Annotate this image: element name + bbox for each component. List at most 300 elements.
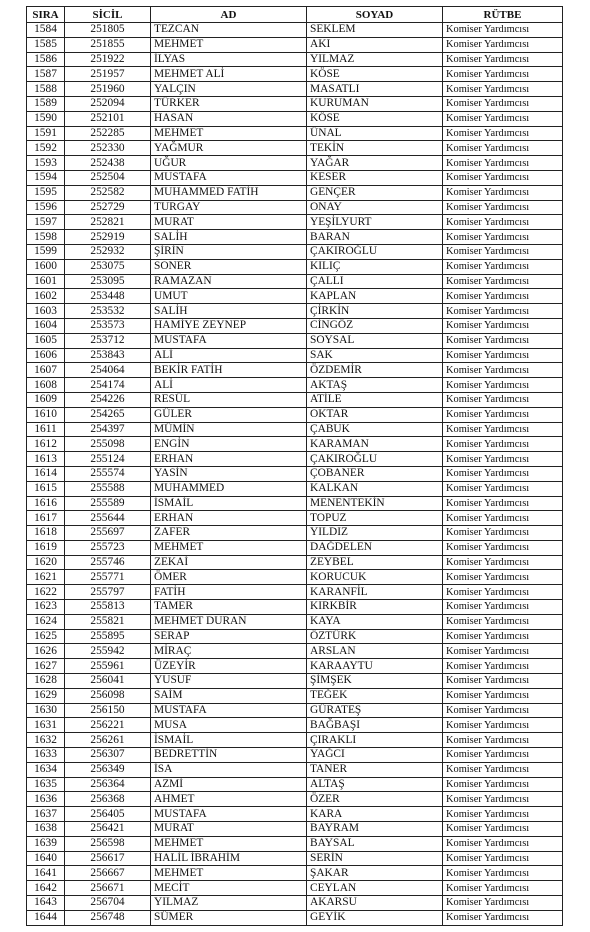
table-row xyxy=(27,733,563,748)
cell-rutbe: Komiser Yardımcısı xyxy=(443,170,563,185)
cell-sicil: 252504 xyxy=(65,170,151,185)
cell-sira: 1588 xyxy=(27,82,65,97)
cell-sira: 1614 xyxy=(27,466,65,481)
cell-soyad: YAĞAR xyxy=(307,156,443,171)
cell-rutbe: Komiser Yardımcısı xyxy=(443,866,563,881)
cell-sira: 1606 xyxy=(27,348,65,363)
cell-ad: YALÇIN xyxy=(151,82,307,97)
cell-rutbe: Komiser Yardımcısı xyxy=(443,659,563,674)
table-row xyxy=(27,111,563,126)
cell-sira: 1594 xyxy=(27,170,65,185)
cell-rutbe: Komiser Yardımcısı xyxy=(443,718,563,733)
cell-rutbe: Komiser Yardımcısı xyxy=(443,496,563,511)
cell-sira: 1591 xyxy=(27,126,65,141)
cell-sicil: 256421 xyxy=(65,822,151,837)
cell-rutbe: Komiser Yardımcısı xyxy=(443,570,563,585)
cell-ad: BEKİR FATİH xyxy=(151,363,307,378)
cell-sira: 1600 xyxy=(27,259,65,274)
cell-sira: 1595 xyxy=(27,185,65,200)
cell-sicil: 255723 xyxy=(65,540,151,555)
cell-rutbe: Komiser Yardımcısı xyxy=(443,230,563,245)
cell-sicil: 254226 xyxy=(65,392,151,407)
cell-ad: HAMİYE ZEYNEP xyxy=(151,318,307,333)
cell-ad: ŞİRİN xyxy=(151,244,307,259)
cell-soyad: DAĞDELEN xyxy=(307,540,443,555)
cell-sicil: 255821 xyxy=(65,614,151,629)
cell-sira: 1620 xyxy=(27,555,65,570)
cell-rutbe: Komiser Yardımcısı xyxy=(443,614,563,629)
cell-soyad: KAPLAN xyxy=(307,289,443,304)
cell-sicil: 254397 xyxy=(65,422,151,437)
cell-sicil: 256221 xyxy=(65,718,151,733)
cell-ad: MUHAMMED FATİH xyxy=(151,185,307,200)
cell-sira: 1622 xyxy=(27,585,65,600)
table-header xyxy=(27,7,563,23)
cell-sira: 1618 xyxy=(27,526,65,541)
table-row xyxy=(27,718,563,733)
cell-soyad: BAYSAL xyxy=(307,836,443,851)
cell-soyad: YAĞCI xyxy=(307,748,443,763)
table-row xyxy=(27,481,563,496)
cell-soyad: GEYİK xyxy=(307,910,443,925)
table-row xyxy=(27,185,563,200)
table-row xyxy=(27,363,563,378)
cell-soyad: MASATLI xyxy=(307,82,443,97)
cell-sicil: 254265 xyxy=(65,407,151,422)
cell-soyad: YILDIZ xyxy=(307,526,443,541)
table-row xyxy=(27,866,563,881)
cell-sicil: 255771 xyxy=(65,570,151,585)
cell-sicil: 252729 xyxy=(65,200,151,215)
cell-soyad: AKI xyxy=(307,37,443,52)
cell-ad: İSA xyxy=(151,762,307,777)
cell-sicil: 256364 xyxy=(65,777,151,792)
cell-sicil: 253532 xyxy=(65,304,151,319)
cell-sira: 1632 xyxy=(27,733,65,748)
cell-rutbe: Komiser Yardımcısı xyxy=(443,185,563,200)
cell-sicil: 252094 xyxy=(65,96,151,111)
table-row xyxy=(27,496,563,511)
cell-sira: 1638 xyxy=(27,822,65,837)
cell-sira: 1610 xyxy=(27,407,65,422)
cell-sicil: 256598 xyxy=(65,836,151,851)
cell-sicil: 255124 xyxy=(65,452,151,467)
table-row xyxy=(27,407,563,422)
cell-sicil: 255961 xyxy=(65,659,151,674)
cell-ad: SERAP xyxy=(151,629,307,644)
cell-ad: TAMER xyxy=(151,600,307,615)
cell-ad: TÜRKER xyxy=(151,96,307,111)
table-row xyxy=(27,82,563,97)
cell-sira: 1602 xyxy=(27,289,65,304)
cell-sicil: 251957 xyxy=(65,67,151,82)
cell-sira: 1608 xyxy=(27,378,65,393)
cell-ad: MEHMET xyxy=(151,836,307,851)
cell-sira: 1640 xyxy=(27,851,65,866)
cell-sicil: 255098 xyxy=(65,437,151,452)
cell-ad: MUSA xyxy=(151,718,307,733)
cell-rutbe: Komiser Yardımcısı xyxy=(443,348,563,363)
cell-ad: MEHMET xyxy=(151,540,307,555)
cell-ad: YILMAZ xyxy=(151,896,307,911)
cell-soyad: KARAAYTU xyxy=(307,659,443,674)
cell-sira: 1621 xyxy=(27,570,65,585)
cell-rutbe: Komiser Yardımcısı xyxy=(443,807,563,822)
cell-rutbe: Komiser Yardımcısı xyxy=(443,777,563,792)
cell-rutbe: Komiser Yardımcısı xyxy=(443,748,563,763)
cell-soyad: TANER xyxy=(307,762,443,777)
cell-sicil: 256368 xyxy=(65,792,151,807)
cell-sira: 1643 xyxy=(27,896,65,911)
cell-soyad: ONAY xyxy=(307,200,443,215)
cell-ad: MEHMET DURAN xyxy=(151,614,307,629)
cell-sira: 1636 xyxy=(27,792,65,807)
cell-soyad: AKARSU xyxy=(307,896,443,911)
cell-rutbe: Komiser Yardımcısı xyxy=(443,52,563,67)
cell-ad: MUHAMMED xyxy=(151,481,307,496)
cell-ad: YUSUF xyxy=(151,674,307,689)
table-row xyxy=(27,688,563,703)
table-row xyxy=(27,170,563,185)
cell-rutbe: Komiser Yardımcısı xyxy=(443,910,563,925)
cell-ad: SALİH xyxy=(151,304,307,319)
cell-ad: ERHAN xyxy=(151,452,307,467)
cell-soyad: ARSLAN xyxy=(307,644,443,659)
cell-sira: 1626 xyxy=(27,644,65,659)
cell-soyad: ZEYBEL xyxy=(307,555,443,570)
cell-ad: BEDRETTİN xyxy=(151,748,307,763)
cell-soyad: BARAN xyxy=(307,230,443,245)
cell-rutbe: Komiser Yardımcısı xyxy=(443,111,563,126)
cell-sira: 1587 xyxy=(27,67,65,82)
cell-rutbe: Komiser Yardımcısı xyxy=(443,23,563,38)
cell-sira: 1596 xyxy=(27,200,65,215)
header-sira: SIRA xyxy=(27,7,65,23)
table-row xyxy=(27,792,563,807)
cell-rutbe: Komiser Yardımcısı xyxy=(443,67,563,82)
cell-soyad: KÖSE xyxy=(307,111,443,126)
table-row xyxy=(27,23,563,38)
cell-sicil: 251922 xyxy=(65,52,151,67)
cell-sira: 1616 xyxy=(27,496,65,511)
cell-ad: MEHMET ALİ xyxy=(151,67,307,82)
cell-sicil: 256667 xyxy=(65,866,151,881)
cell-sira: 1629 xyxy=(27,688,65,703)
cell-soyad: ÇIRAKLI xyxy=(307,733,443,748)
cell-ad: İSMAİL xyxy=(151,496,307,511)
table-row xyxy=(27,570,563,585)
cell-ad: SAİM xyxy=(151,688,307,703)
cell-sicil: 256704 xyxy=(65,896,151,911)
cell-sicil: 252101 xyxy=(65,111,151,126)
table-row xyxy=(27,629,563,644)
cell-ad: AHMET xyxy=(151,792,307,807)
table-row xyxy=(27,466,563,481)
cell-rutbe: Komiser Yardımcısı xyxy=(443,644,563,659)
table-row xyxy=(27,259,563,274)
cell-soyad: ATİLE xyxy=(307,392,443,407)
cell-sira: 1630 xyxy=(27,703,65,718)
cell-soyad: KALKAN xyxy=(307,481,443,496)
table-row xyxy=(27,896,563,911)
cell-rutbe: Komiser Yardımcısı xyxy=(443,881,563,896)
table-row xyxy=(27,37,563,52)
cell-sicil: 252285 xyxy=(65,126,151,141)
table-row xyxy=(27,836,563,851)
cell-sicil: 252438 xyxy=(65,156,151,171)
cell-sira: 1584 xyxy=(27,23,65,38)
cell-soyad: CİNGÖZ xyxy=(307,318,443,333)
table-row xyxy=(27,304,563,319)
table-row xyxy=(27,52,563,67)
cell-sicil: 251805 xyxy=(65,23,151,38)
cell-sira: 1592 xyxy=(27,141,65,156)
cell-soyad: BAYRAM xyxy=(307,822,443,837)
cell-ad: MUSTAFA xyxy=(151,807,307,822)
cell-rutbe: Komiser Yardımcısı xyxy=(443,688,563,703)
cell-sicil: 253448 xyxy=(65,289,151,304)
cell-rutbe: Komiser Yardımcısı xyxy=(443,703,563,718)
cell-sicil: 256405 xyxy=(65,807,151,822)
cell-sicil: 253843 xyxy=(65,348,151,363)
table-row xyxy=(27,674,563,689)
cell-rutbe: Komiser Yardımcısı xyxy=(443,333,563,348)
cell-sira: 1603 xyxy=(27,304,65,319)
cell-sicil: 252919 xyxy=(65,230,151,245)
cell-sicil: 255697 xyxy=(65,526,151,541)
cell-sira: 1586 xyxy=(27,52,65,67)
cell-sicil: 253095 xyxy=(65,274,151,289)
cell-sira: 1635 xyxy=(27,777,65,792)
cell-sicil: 255589 xyxy=(65,496,151,511)
cell-rutbe: Komiser Yardımcısı xyxy=(443,481,563,496)
cell-sicil: 254064 xyxy=(65,363,151,378)
cell-soyad: YEŞİLYURT xyxy=(307,215,443,230)
cell-sicil: 256307 xyxy=(65,748,151,763)
cell-soyad: GENÇER xyxy=(307,185,443,200)
cell-sicil: 256150 xyxy=(65,703,151,718)
cell-rutbe: Komiser Yardımcısı xyxy=(443,836,563,851)
cell-soyad: OKTAR xyxy=(307,407,443,422)
table-row xyxy=(27,67,563,82)
table-row xyxy=(27,96,563,111)
cell-ad: HALİL İBRAHİM xyxy=(151,851,307,866)
cell-sira: 1631 xyxy=(27,718,65,733)
cell-rutbe: Komiser Yardımcısı xyxy=(443,733,563,748)
cell-rutbe: Komiser Yardımcısı xyxy=(443,200,563,215)
cell-sicil: 254174 xyxy=(65,378,151,393)
cell-ad: HASAN xyxy=(151,111,307,126)
cell-sira: 1598 xyxy=(27,230,65,245)
cell-rutbe: Komiser Yardımcısı xyxy=(443,762,563,777)
cell-soyad: SEKLEM xyxy=(307,23,443,38)
cell-soyad: KIRKBİR xyxy=(307,600,443,615)
cell-rutbe: Komiser Yardımcısı xyxy=(443,259,563,274)
table-body xyxy=(27,23,563,926)
cell-sira: 1611 xyxy=(27,422,65,437)
cell-sira: 1607 xyxy=(27,363,65,378)
cell-sira: 1628 xyxy=(27,674,65,689)
table-row xyxy=(27,644,563,659)
cell-ad: TURGAY xyxy=(151,200,307,215)
cell-sicil: 255746 xyxy=(65,555,151,570)
table-row xyxy=(27,244,563,259)
cell-sicil: 253075 xyxy=(65,259,151,274)
cell-ad: MURAT xyxy=(151,822,307,837)
cell-sicil: 251855 xyxy=(65,37,151,52)
table-row xyxy=(27,748,563,763)
cell-soyad: KURUMAN xyxy=(307,96,443,111)
cell-ad: SÜMER xyxy=(151,910,307,925)
cell-ad: ZAFER xyxy=(151,526,307,541)
cell-soyad: KORUCUK xyxy=(307,570,443,585)
cell-rutbe: Komiser Yardımcısı xyxy=(443,96,563,111)
cell-ad: MEHMET xyxy=(151,126,307,141)
cell-rutbe: Komiser Yardımcısı xyxy=(443,289,563,304)
cell-rutbe: Komiser Yardımcısı xyxy=(443,422,563,437)
cell-sira: 1604 xyxy=(27,318,65,333)
cell-rutbe: Komiser Yardımcısı xyxy=(443,822,563,837)
header-ad: AD xyxy=(151,7,307,23)
cell-soyad: YILMAZ xyxy=(307,52,443,67)
cell-soyad: TOPUZ xyxy=(307,511,443,526)
cell-sicil: 255797 xyxy=(65,585,151,600)
table-row xyxy=(27,274,563,289)
cell-sicil: 256671 xyxy=(65,881,151,896)
cell-ad: YASİN xyxy=(151,466,307,481)
cell-rutbe: Komiser Yardımcısı xyxy=(443,215,563,230)
cell-ad: GÜLER xyxy=(151,407,307,422)
cell-sicil: 256098 xyxy=(65,688,151,703)
cell-rutbe: Komiser Yardımcısı xyxy=(443,141,563,156)
cell-soyad: ÖZER xyxy=(307,792,443,807)
cell-soyad: SAK xyxy=(307,348,443,363)
table-row xyxy=(27,452,563,467)
cell-soyad: KAYA xyxy=(307,614,443,629)
personnel-table xyxy=(26,6,563,926)
cell-rutbe: Komiser Yardımcısı xyxy=(443,629,563,644)
cell-ad: FATİH xyxy=(151,585,307,600)
cell-soyad: ÖZTÜRK xyxy=(307,629,443,644)
cell-sicil: 252932 xyxy=(65,244,151,259)
cell-soyad: ÇAKIROĞLU xyxy=(307,452,443,467)
cell-soyad: KARAMAN xyxy=(307,437,443,452)
cell-ad: SALİH xyxy=(151,230,307,245)
cell-soyad: ÜNAL xyxy=(307,126,443,141)
cell-sicil: 252582 xyxy=(65,185,151,200)
cell-soyad: GÜRATEŞ xyxy=(307,703,443,718)
table-row xyxy=(27,851,563,866)
cell-rutbe: Komiser Yardımcısı xyxy=(443,526,563,541)
cell-soyad: KILIÇ xyxy=(307,259,443,274)
cell-ad: ENGİN xyxy=(151,437,307,452)
cell-rutbe: Komiser Yardımcısı xyxy=(443,378,563,393)
cell-sira: 1625 xyxy=(27,629,65,644)
table-row xyxy=(27,348,563,363)
cell-ad: RESÜL xyxy=(151,392,307,407)
cell-ad: MECİT xyxy=(151,881,307,896)
cell-ad: RAMAZAN xyxy=(151,274,307,289)
cell-sicil: 255588 xyxy=(65,481,151,496)
cell-rutbe: Komiser Yardımcısı xyxy=(443,792,563,807)
table-row xyxy=(27,881,563,896)
cell-sicil: 256748 xyxy=(65,910,151,925)
cell-ad: AZMİ xyxy=(151,777,307,792)
table-row xyxy=(27,200,563,215)
cell-soyad: ÇABUK xyxy=(307,422,443,437)
cell-ad: MUSTAFA xyxy=(151,703,307,718)
cell-soyad: BAĞBAŞI xyxy=(307,718,443,733)
cell-rutbe: Komiser Yardımcısı xyxy=(443,407,563,422)
cell-sicil: 252330 xyxy=(65,141,151,156)
header-soyad: SOYAD xyxy=(307,7,443,23)
cell-rutbe: Komiser Yardımcısı xyxy=(443,896,563,911)
cell-sicil: 251960 xyxy=(65,82,151,97)
cell-sira: 1601 xyxy=(27,274,65,289)
table-row xyxy=(27,215,563,230)
cell-ad: MİRAÇ xyxy=(151,644,307,659)
cell-sira: 1609 xyxy=(27,392,65,407)
cell-ad: UĞUR xyxy=(151,156,307,171)
cell-ad: MUSTAFA xyxy=(151,333,307,348)
cell-soyad: TEKİN xyxy=(307,141,443,156)
cell-soyad: ÇAKIROĞLU xyxy=(307,244,443,259)
cell-sicil: 252821 xyxy=(65,215,151,230)
table-row xyxy=(27,555,563,570)
cell-ad: MÜMİN xyxy=(151,422,307,437)
cell-ad: MURAT xyxy=(151,215,307,230)
cell-sicil: 256349 xyxy=(65,762,151,777)
table-row xyxy=(27,910,563,925)
cell-ad: MEHMET xyxy=(151,37,307,52)
cell-rutbe: Komiser Yardımcısı xyxy=(443,600,563,615)
table-row xyxy=(27,378,563,393)
cell-ad: ERHAN xyxy=(151,511,307,526)
cell-ad: ÖMER xyxy=(151,570,307,585)
table-row xyxy=(27,822,563,837)
cell-ad: ÜZEYİR xyxy=(151,659,307,674)
cell-sira: 1597 xyxy=(27,215,65,230)
cell-sira: 1627 xyxy=(27,659,65,674)
cell-rutbe: Komiser Yardımcısı xyxy=(443,540,563,555)
cell-sicil: 253712 xyxy=(65,333,151,348)
cell-sira: 1605 xyxy=(27,333,65,348)
cell-soyad: MENENTEKİN xyxy=(307,496,443,511)
cell-ad: YAĞMUR xyxy=(151,141,307,156)
table-row xyxy=(27,392,563,407)
cell-ad: MEHMET xyxy=(151,866,307,881)
cell-sira: 1593 xyxy=(27,156,65,171)
table-row xyxy=(27,126,563,141)
table-row xyxy=(27,318,563,333)
cell-soyad: KARA xyxy=(307,807,443,822)
cell-sira: 1619 xyxy=(27,540,65,555)
table-row xyxy=(27,600,563,615)
cell-sira: 1633 xyxy=(27,748,65,763)
header-rutbe: RÜTBE xyxy=(443,7,563,23)
cell-soyad: ÇİRKİN xyxy=(307,304,443,319)
cell-sira: 1585 xyxy=(27,37,65,52)
cell-soyad: ŞAKAR xyxy=(307,866,443,881)
table-row xyxy=(27,422,563,437)
cell-soyad: CEYLAN xyxy=(307,881,443,896)
cell-rutbe: Komiser Yardımcısı xyxy=(443,37,563,52)
header-row xyxy=(27,7,563,23)
cell-rutbe: Komiser Yardımcısı xyxy=(443,452,563,467)
cell-sira: 1623 xyxy=(27,600,65,615)
cell-sicil: 256041 xyxy=(65,674,151,689)
table-row xyxy=(27,703,563,718)
